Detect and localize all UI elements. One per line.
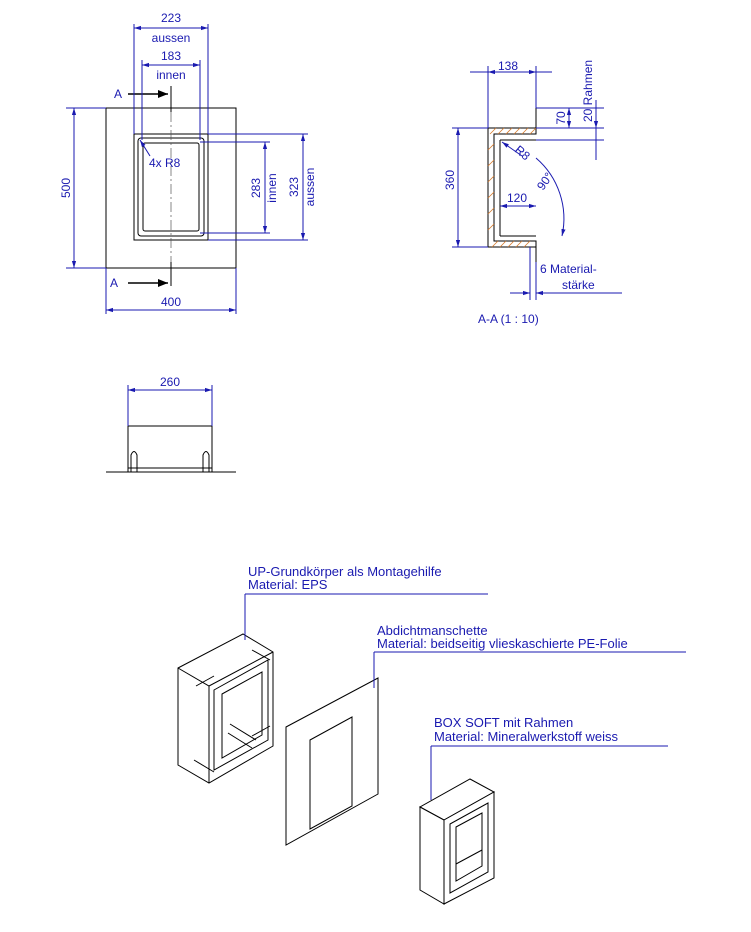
frame-depth: 70 xyxy=(554,111,568,125)
width-outer-value: 223 xyxy=(160,11,182,25)
frame-label: 20 Rahmen xyxy=(581,59,595,122)
front-view xyxy=(59,11,317,314)
inner-depth: 120 xyxy=(506,191,528,205)
height-outer-label: aussen xyxy=(303,167,317,207)
bottom-width: 260 xyxy=(159,375,181,389)
angle-value: 90° xyxy=(533,169,556,193)
material-line1: 6 Material- xyxy=(540,262,597,276)
section-label-bottom: A xyxy=(110,276,119,290)
bottom-view xyxy=(106,375,236,472)
depth-value: 138 xyxy=(497,59,519,73)
box-title: BOX SOFT mit Rahmen xyxy=(434,715,574,730)
sleeve-title: Abdichtmanschette xyxy=(377,623,488,638)
section-label-top: A xyxy=(114,87,123,101)
section-title: A-A (1 : 10) xyxy=(478,312,539,326)
sleeve-material: Material: beidseitig vlieskaschierte PE-Folie xyxy=(377,636,628,651)
sealing-sleeve-iso xyxy=(286,678,378,845)
height-inner-label: innen xyxy=(265,173,279,203)
width-inner-label: innen xyxy=(156,68,186,82)
eps-body-iso xyxy=(178,634,273,783)
height-total: 500 xyxy=(59,177,73,199)
width-outer-label: aussen xyxy=(151,31,191,45)
material-line2: stärke xyxy=(562,278,595,292)
height-outer-value: 323 xyxy=(287,176,301,198)
height-inner-value: 283 xyxy=(249,177,263,199)
radius-note: 4x R8 xyxy=(149,156,181,170)
box-material: Material: Mineralwerkstoff weiss xyxy=(434,729,618,744)
section-view xyxy=(443,59,622,326)
width-total: 400 xyxy=(160,295,182,309)
eps-title: UP-Grundkörper als Montagehilfe xyxy=(248,564,442,579)
eps-material: Material: EPS xyxy=(248,577,328,592)
radius-value: R8 xyxy=(512,142,533,164)
height-value: 360 xyxy=(443,169,457,191)
width-inner-value: 183 xyxy=(160,49,182,63)
